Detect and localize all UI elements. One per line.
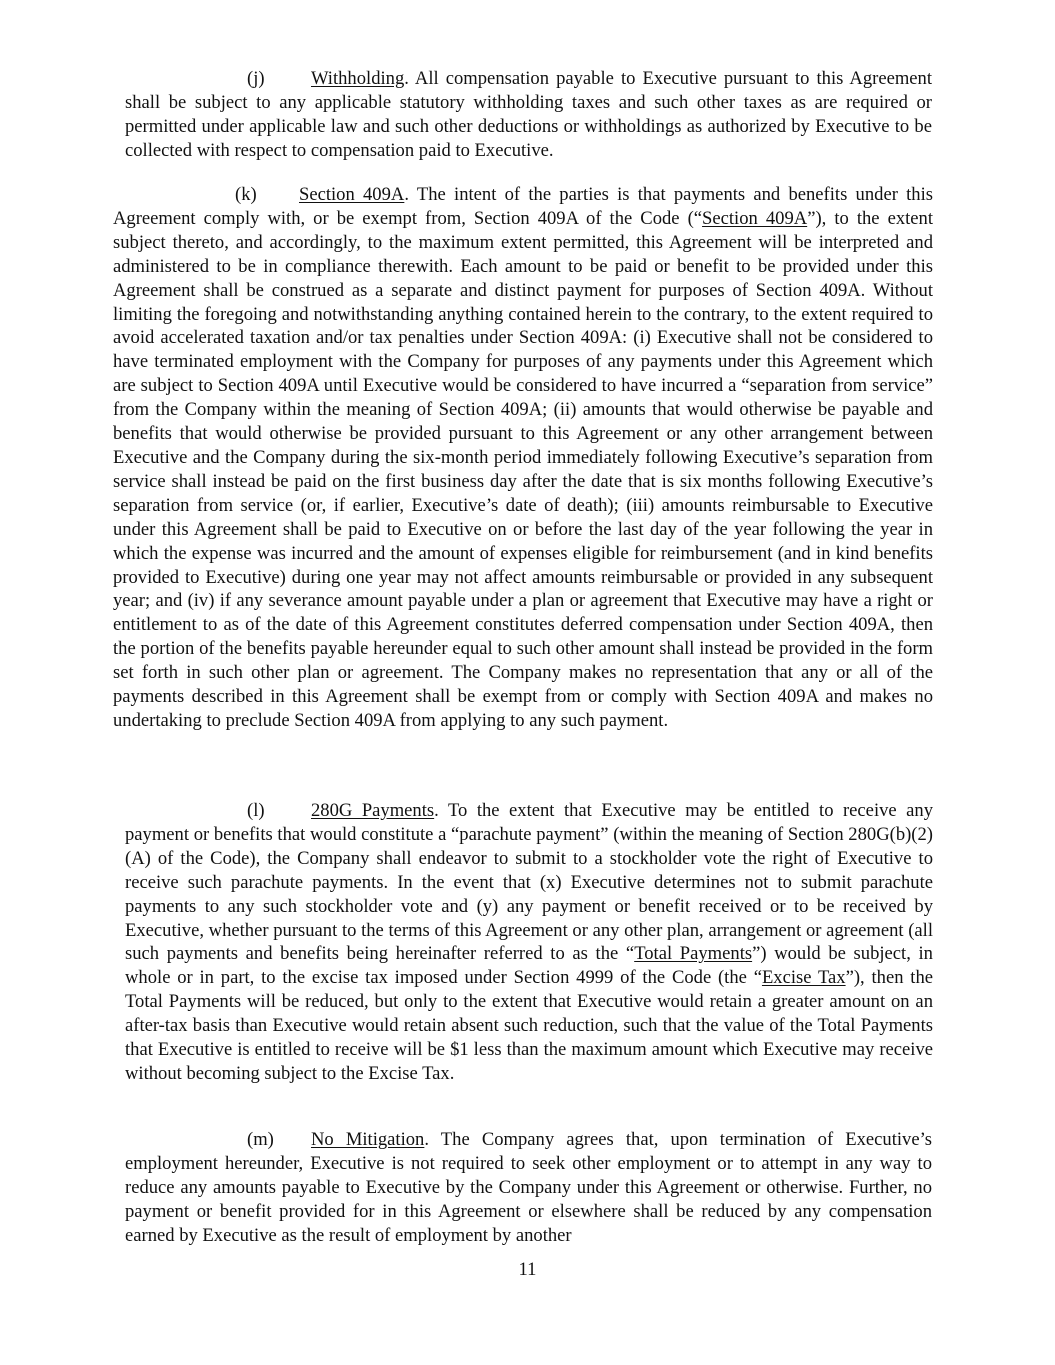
section-body: . The Company agrees that, upon termination of Executive’s employment hereunder, Executive is not required to seek other employment or to attempt in any way to reduce any amounts payable to Executive by the Company under this Agreement or otherwise. Further, no payment or benefit provided for in this Agreement or elsewhere shall be reduced by any compensation earned by Executive as the result of employment by another (125, 1129, 932, 1246)
section-heading: 280G Payments (311, 800, 435, 821)
section-body: ”) would be subject, in whole or in part, to the excise tax imposed under Section 4999 of the Code (the “ (125, 943, 933, 989)
section-k-409a (113, 183, 933, 733)
section-body: ”), to the extent subject thereto, and accordingly, to the maximum extent permitted, this Agreement will be interpreted and administered to be in compliance therewith. Each amount to be paid or benefit to be provided under this Agreement shall be construed as a separate and distinct payment for purposes of Section 409A. Without limiting the foregoing and notwithstanding anything contained herein to the contrary, to the extent required to avoid accelerated taxation and/or tax penalties under Section 409A: (i) Executive shall not be considered to have terminated employment with the Company for purposes of any payments under this Agreement which are subject to Section 409A until Executive would be considered to have incurred a “separation from service” from the Company within the meaning of Section 409A; (ii) amounts that would otherwise be payable and benefits that would otherwise be provided pursuant to this Agreement or any other arrangement between Executive and the Company during the six-month period immediately following Executive’s separation from service shall instead be paid on the first business day after the date that is six months following Executive’s separation from service (or, if earlier, Executive’s date of death); (iii) amounts reimbursable to Executive under this Agreement shall be paid to Executive on or before the last day of the year following the year in which the expense was incurred and the amount of expenses eligible for reimbursement (and in kind benefits provided to Executive) during one year may not affect amounts reimbursable or provided in any subsequent year; and (iv) if any severance amount payable under a plan or agreement that Executive may have a right or entitlement to as of the date of this Agreement constitutes deferred compensation under Section 409A, then the portion of the benefits payable hereunder equal to such other amount shall instead be provided in the form set forth in such other plan or agreement. The Company makes no representation that any or all of the payments described in this Agreement shall be exempt from or comply with Section 409A and makes no undertaking to preclude Section 409A from applying to any such payment. (113, 207, 933, 731)
section-j-withholding (125, 67, 932, 163)
section-body: . All compensation payable to Executive pursuant to this Agreement shall be subject to any applicable statutory withholding taxes and such other taxes as are required or permitted under applicable law and such other deductions or withholdings as authorized by Executive to be collected with respect to compensation paid to Executive. (125, 68, 932, 161)
section-body: . To the extent that Executive may be entitled to receive any payment or benefits that would constitute a “parachute payment” (within the meaning of Section 280G(b)(2)(A) of the Code), the Company shall endeavor to submit to a stockholder vote the right of Executive to receive such parachute payments. In the event that (x) Executive determines not to submit parachute payments to any such stockholder vote and (y) any payment or benefit received or to be received by Executive, whether pursuant to the terms of this Agreement or any other plan, arrangement or agreement (all such payments and benefits being hereinafter referred to as the “ (125, 800, 934, 965)
page-number: 11 (518, 1259, 537, 1280)
section-heading: Section 409A (299, 184, 405, 205)
section-body: ”), then the Total Payments will be reduced, but only to the extent that Executive would retain a greater amount on an after-tax basis than Executive would retain absent such reduction, such that the value of the Total Payments that Executive is entitled to receive will be $1 less than the maximum amount which Executive may receive without becoming subject to the Excise Tax. (125, 967, 934, 1084)
section-l-280g-payments (125, 799, 933, 1086)
section-marker: (m) (247, 1129, 274, 1150)
defined-term: Excise Tax (761, 967, 846, 989)
section-body: . The intent of the parties is that payments and benefits under this Agreement comply with, or be exempt from, Section 409A of the Code (“ (113, 184, 934, 229)
section-marker: (j) (247, 68, 265, 89)
section-m-no-mitigation (125, 1128, 932, 1248)
section-marker: (k) (235, 184, 257, 205)
defined-term: Section 409A (702, 207, 808, 229)
section-heading: Withholding (311, 68, 405, 89)
section-marker: (l) (247, 800, 265, 821)
defined-term: Total Payments (634, 943, 753, 965)
section-heading: No Mitigation (311, 1129, 425, 1150)
